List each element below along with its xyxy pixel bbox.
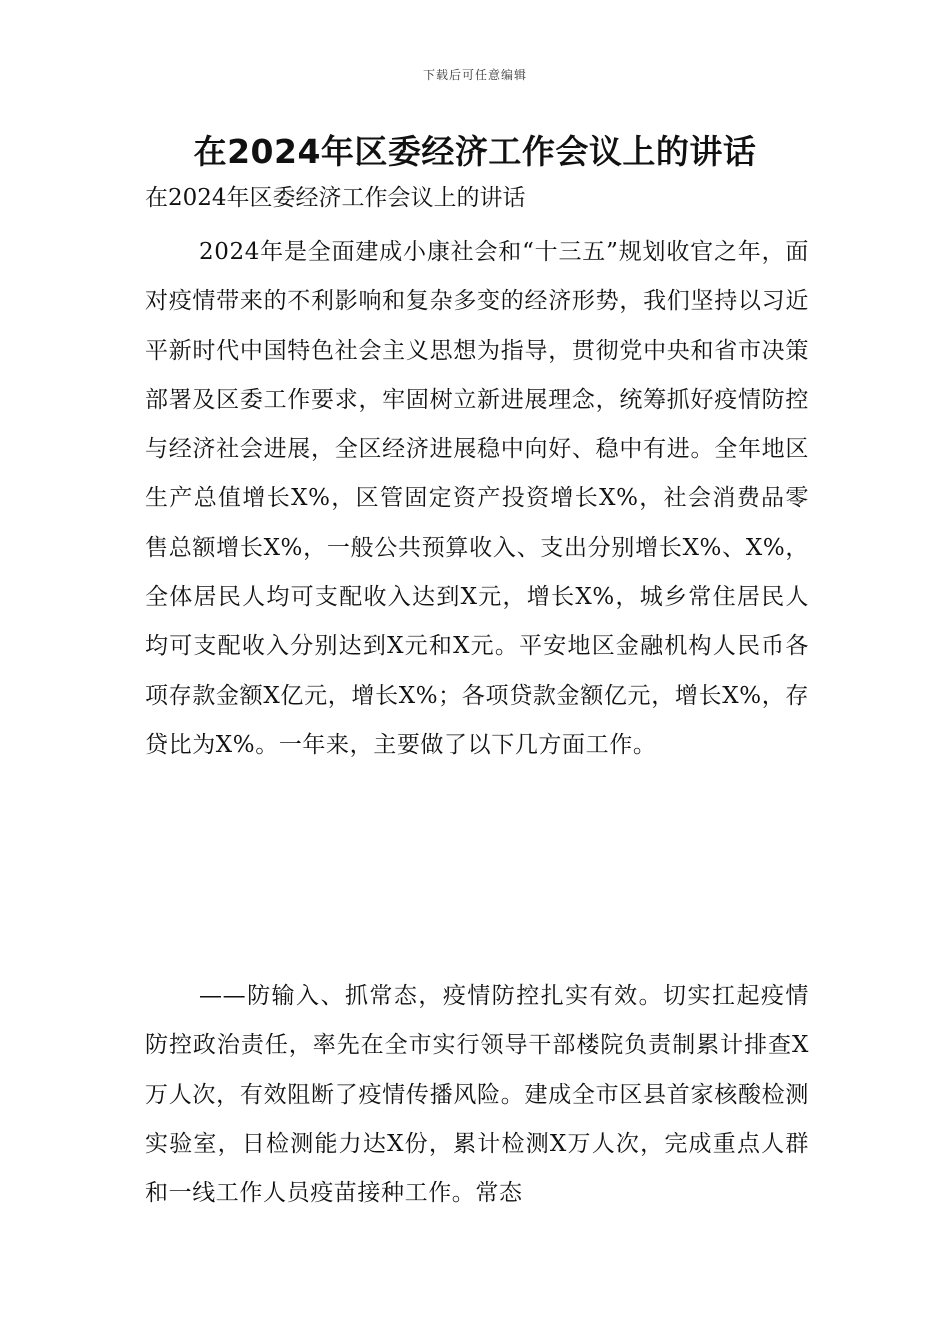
document-title: 在2024年区委经济工作会议上的讲话	[193, 132, 757, 171]
body-paragraph-1: 2024年是全面建成小康社会和“十三五”规划收官之年，面对疫情带来的不利影响和复杂多变的经济形势，我们坚持以习近平新时代中国特色社会主义思想为指导，贯彻党中央和省市决策部署及区委工作要求，牢固树立新进展理念，统筹抓好疫情防控与经济社会进展，全区经济进展稳中向好、稳中有进。全年地区生产总值增长X%，区管固定资产投资增长X%，社会消费品零售总额增长X%，一般公共预算收入、支出分别增长X%、X%，全体居民人均可支配收入达到X元，增长X%，城乡常住居民人均可支配收入分别达到X元和X元。平安地区金融机构人民币各项存款金额X亿元，增长X%；各项贷款金额亿元，增长X%，存贷比为X%。一年来，主要做了以下几方面工作。	[145, 239, 809, 758]
header-note: 下载后可任意编辑	[422, 68, 527, 82]
body-paragraph-2: ——防输入、抓常态，疫情防控扎实有效。切实扛起疫情防控政治责任，率先在全市实行领导干部楼院负责制累计排查X万人次，有效阻断了疫情传播风险。建成全市区县首家核酸检测实验室，日检测能力达X份，累计检测X万人次，完成重点人群和一线工作人员疫苗接种工作。常态	[145, 983, 809, 1207]
document-subtitle: 在2024年区委经济工作会议上的讲话	[145, 185, 526, 211]
